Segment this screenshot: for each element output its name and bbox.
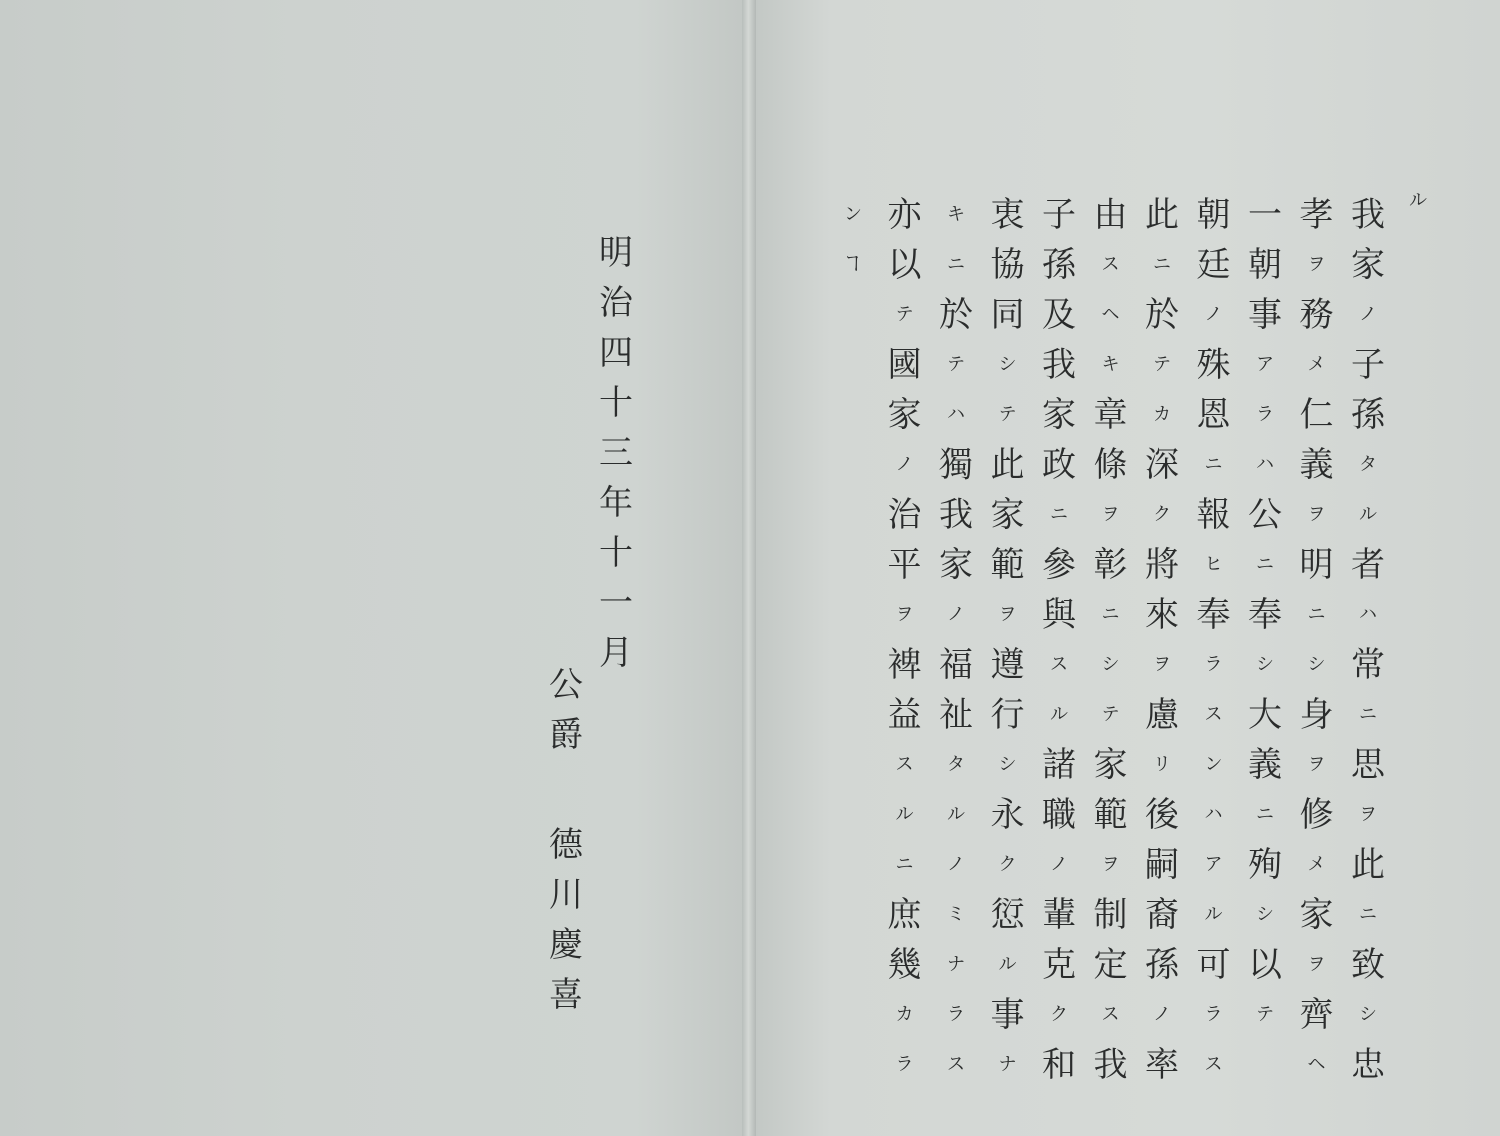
text-char: 慮 [1145, 695, 1179, 735]
text-char: 家 [939, 545, 973, 585]
text-char: ル [895, 804, 914, 825]
text-char: 奉 [1196, 595, 1231, 635]
text-column [833, 190, 873, 290]
text-char: 幾 [887, 945, 922, 985]
text-char: 和 [1042, 1045, 1076, 1085]
text-char: カ [895, 1004, 914, 1025]
text-char: ヲ [1307, 254, 1326, 275]
text-char: 仁 [1299, 395, 1334, 435]
text-char: ヘ [1307, 1054, 1326, 1075]
text-char: 致 [1351, 945, 1385, 985]
left-page [0, 0, 748, 1136]
text-char: 輩 [1042, 895, 1076, 935]
text-char: 政 [1042, 445, 1076, 485]
text-char: 協 [990, 245, 1025, 285]
text-char: ス [947, 1054, 965, 1075]
date-char: 四 [599, 333, 633, 373]
text-char: ノ [1050, 854, 1068, 875]
text-char: 此 [1351, 845, 1385, 885]
text-char: ナ [947, 954, 965, 975]
text-char: ラ [1204, 654, 1223, 675]
text-char: 常 [1351, 645, 1385, 685]
text-char: タ [947, 754, 965, 775]
text-char: ク [998, 854, 1017, 875]
text-char: 家 [990, 495, 1025, 535]
text-char: テ [1153, 354, 1171, 375]
text-char: ノ [1204, 304, 1223, 325]
text-char: ス [1101, 254, 1120, 275]
text-char: 家 [1299, 895, 1334, 935]
text-char: ク [1153, 504, 1171, 525]
text-char: ス [1101, 1004, 1120, 1025]
text-char: ノ [1359, 304, 1377, 325]
text-char: 定 [1093, 945, 1128, 985]
text-char: シ [1256, 904, 1274, 925]
text-char: ヲ [998, 604, 1017, 625]
text-char: ス [1204, 1054, 1223, 1075]
date-char: 十 [599, 533, 633, 573]
text-char: ニ [895, 854, 914, 875]
text-column [1348, 190, 1388, 1090]
rank-char: 公 [549, 665, 583, 705]
text-char: ア [1256, 354, 1274, 375]
text-char: 家 [1042, 395, 1076, 435]
text-char: 及 [1042, 295, 1076, 335]
text-char: 子 [1042, 195, 1076, 235]
text-char: 參 [1042, 545, 1076, 585]
text-char: 明 [1299, 545, 1334, 585]
text-column [1091, 190, 1131, 1090]
text-char: 一 [1248, 195, 1282, 235]
text-char: 報 [1196, 495, 1231, 535]
text-char: 朝 [1248, 245, 1282, 285]
text-char: テ [1256, 1004, 1274, 1025]
date-char: 年 [599, 483, 633, 523]
text-char: ル [1050, 704, 1068, 725]
text-char: ニ [1359, 704, 1377, 725]
text-char: 家 [1351, 245, 1385, 285]
text-char: 者 [1351, 545, 1385, 585]
text-char: ラ [895, 1054, 914, 1075]
text-char: 嗣 [1145, 845, 1179, 885]
top-note: ル [1409, 190, 1427, 211]
text-char: ン [844, 204, 862, 225]
text-char: テ [1101, 704, 1120, 725]
text-char: 我 [1351, 195, 1385, 235]
text-char: ニ [947, 254, 965, 275]
date-char: 一 [599, 583, 633, 623]
text-char: 率 [1145, 1045, 1179, 1085]
text-char: 殊 [1196, 345, 1231, 385]
signer-char: 川 [549, 875, 583, 915]
text-char: 忠 [1351, 1045, 1385, 1085]
text-char: タ [1359, 454, 1377, 475]
text-char: 福 [939, 645, 973, 685]
text-char: 亦 [887, 195, 922, 235]
text-char: テ [895, 304, 914, 325]
text-char: 同 [990, 295, 1025, 335]
text-column [936, 190, 976, 1090]
text-column [988, 190, 1028, 1090]
date-column [596, 228, 636, 678]
text-char: ヲ [1153, 654, 1171, 675]
text-char: メ [1307, 854, 1326, 875]
text-char: 來 [1145, 595, 1179, 635]
text-char: 獨 [939, 445, 973, 485]
text-char: 裨 [887, 645, 922, 685]
text-char: 益 [887, 695, 922, 735]
text-char: 愆 [990, 895, 1025, 935]
text-char: ン [1204, 754, 1223, 775]
text-char: 奉 [1248, 595, 1282, 635]
date-char: 治 [599, 283, 633, 323]
text-char: 平 [887, 545, 922, 585]
text-char: シ [998, 354, 1017, 375]
text-char: ス [1050, 654, 1068, 675]
text-char: 思 [1351, 745, 1385, 785]
text-char: 此 [990, 445, 1025, 485]
text-char: ヲ [1307, 754, 1326, 775]
text-char: 朝 [1196, 195, 1231, 235]
text-char: シ [1256, 654, 1274, 675]
text-char: ヲ [1101, 854, 1120, 875]
text-char: 我 [1042, 345, 1076, 385]
text-column [1039, 190, 1079, 1090]
date-char: 明 [599, 233, 633, 273]
text-char: 事 [990, 995, 1025, 1035]
text-char: ヿ [844, 254, 862, 275]
text-char: ノ [947, 604, 965, 625]
text-char: ル [998, 954, 1017, 975]
text-char: 後 [1145, 795, 1179, 835]
text-char: 治 [887, 495, 922, 535]
text-char: ラ [947, 1004, 965, 1025]
text-char: ハ [1256, 454, 1274, 475]
text-char: ニ [1256, 804, 1274, 825]
text-char: ニ [1204, 454, 1223, 475]
text-char: 國 [887, 345, 922, 385]
text-column [1142, 190, 1182, 1090]
text-column [1297, 190, 1337, 1090]
text-char: ル [947, 804, 965, 825]
text-char: 事 [1248, 295, 1282, 335]
text-char: 可 [1196, 945, 1231, 985]
text-char: 遵 [990, 645, 1025, 685]
text-char: ミ [947, 904, 965, 925]
text-char: ニ [1359, 904, 1377, 925]
text-char: 家 [1093, 745, 1128, 785]
text-char: 子 [1351, 345, 1385, 385]
text-char: 裔 [1145, 895, 1179, 935]
text-char: ノ [947, 854, 965, 875]
text-char: ラ [1256, 404, 1274, 425]
text-char: 大 [1248, 695, 1282, 735]
text-char: ノ [1153, 1004, 1171, 1025]
text-char: 修 [1299, 795, 1334, 835]
text-char: 廷 [1196, 245, 1231, 285]
text-char: ヲ [1307, 954, 1326, 975]
text-char: 義 [1248, 745, 1282, 785]
signer-char: 喜 [549, 975, 583, 1015]
text-char: 與 [1042, 595, 1076, 635]
text-column [1194, 190, 1234, 1090]
text-char: ラ [1204, 1004, 1223, 1025]
text-char: リ [1153, 754, 1171, 775]
text-char: ヲ [1307, 504, 1326, 525]
text-char: ル [1204, 904, 1223, 925]
rank-column [546, 660, 586, 760]
text-char: 範 [990, 545, 1025, 585]
text-char: シ [1359, 1004, 1377, 1025]
text-char: 此 [1145, 195, 1179, 235]
text-char: メ [1307, 354, 1326, 375]
text-char: 我 [939, 495, 973, 535]
text-char: 將 [1145, 545, 1179, 585]
text-char: キ [1101, 354, 1120, 375]
text-char: カ [1153, 404, 1171, 425]
signer-char: 慶 [549, 925, 583, 965]
text-char: 諸 [1042, 745, 1076, 785]
text-char: ヘ [1101, 304, 1120, 325]
text-char: 庶 [887, 895, 922, 935]
text-column [1245, 190, 1285, 1040]
signer-column [546, 820, 586, 1020]
text-char: 制 [1093, 895, 1128, 935]
text-char: 於 [1145, 295, 1179, 335]
text-char: 恩 [1196, 395, 1231, 435]
right-page [756, 0, 1500, 1136]
text-char: テ [947, 354, 965, 375]
text-char: 孫 [1145, 945, 1179, 985]
text-char: ナ [998, 1054, 1017, 1075]
text-char: 孫 [1042, 245, 1076, 285]
text-char: 衷 [990, 195, 1025, 235]
text-char: 由 [1093, 195, 1128, 235]
text-char: 以 [1248, 945, 1282, 985]
text-char: 條 [1093, 445, 1128, 485]
signer-char: 德 [549, 825, 583, 865]
text-char: 殉 [1248, 845, 1282, 885]
text-char: 我 [1093, 1045, 1128, 1085]
text-char: 彰 [1093, 545, 1128, 585]
date-char: 三 [599, 433, 633, 473]
text-char: 義 [1299, 445, 1334, 485]
text-char: シ [1101, 654, 1120, 675]
text-char: 祉 [939, 695, 973, 735]
text-char: ニ [1050, 504, 1068, 525]
text-column [885, 190, 925, 1090]
text-char: 行 [990, 695, 1025, 735]
text-char: 章 [1093, 395, 1128, 435]
text-char: テ [998, 404, 1017, 425]
text-char: 齊 [1299, 995, 1334, 1035]
text-char: ス [895, 754, 914, 775]
text-char: ヲ [895, 604, 914, 625]
text-char: 於 [939, 295, 973, 335]
text-char: 家 [887, 395, 922, 435]
text-char: 克 [1042, 945, 1076, 985]
text-char: ノ [895, 454, 914, 475]
text-char: ル [1359, 504, 1377, 525]
text-char: 公 [1248, 495, 1282, 535]
text-char: 孝 [1299, 195, 1334, 235]
text-char: 以 [887, 245, 922, 285]
text-char: ヒ [1204, 554, 1223, 575]
text-char: ニ [1153, 254, 1171, 275]
text-char: ニ [1307, 604, 1326, 625]
text-char: ヲ [1101, 504, 1120, 525]
text-char: ハ [947, 404, 965, 425]
text-char: 深 [1145, 445, 1179, 485]
text-char: 職 [1042, 795, 1076, 835]
text-char: ニ [1101, 604, 1120, 625]
text-char: 永 [990, 795, 1025, 835]
text-char: ハ [1359, 604, 1377, 625]
text-char: 身 [1299, 695, 1334, 735]
text-char: ヲ [1359, 804, 1377, 825]
text-char: ス [1204, 704, 1223, 725]
date-char: 十 [599, 383, 633, 423]
date-char: 月 [599, 633, 633, 673]
text-char: 務 [1299, 295, 1334, 335]
text-char: 孫 [1351, 395, 1385, 435]
rank-char: 爵 [549, 715, 583, 755]
text-char: シ [1307, 654, 1326, 675]
text-char: ハ [1204, 804, 1223, 825]
text-char: シ [998, 754, 1017, 775]
text-char: ア [1204, 854, 1223, 875]
text-char: ニ [1256, 554, 1274, 575]
text-char: 範 [1093, 795, 1128, 835]
text-char: キ [947, 204, 965, 225]
text-char: ク [1050, 1004, 1068, 1025]
